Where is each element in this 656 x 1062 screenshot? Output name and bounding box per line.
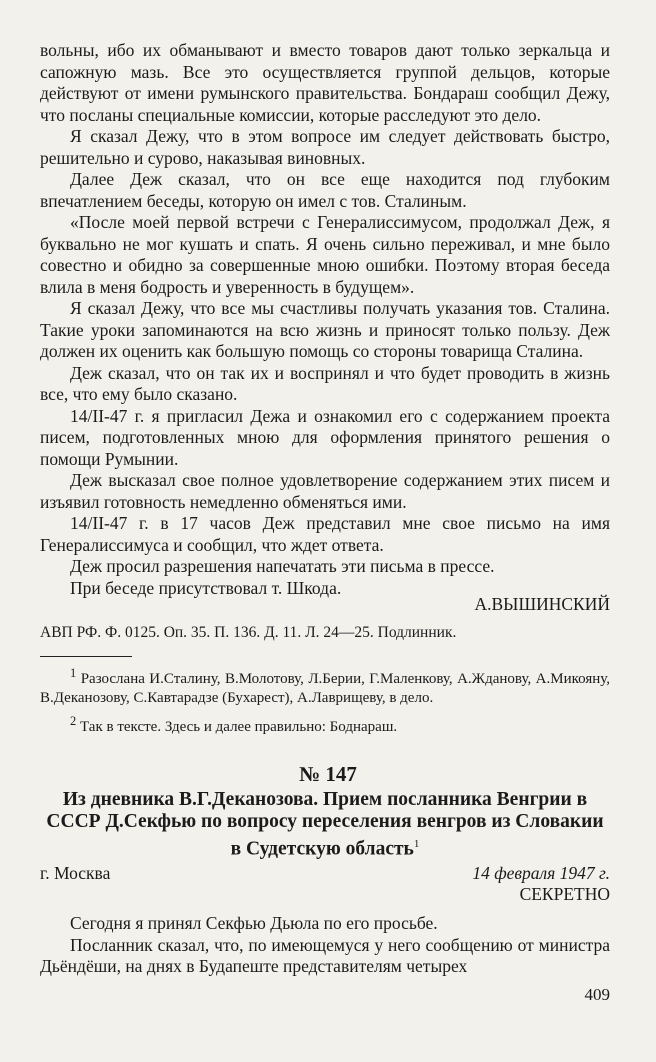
- footnote: [40, 664, 610, 708]
- paragraph: 14/II-47 г. в 17 часов Деж представил мне свое письмо на имя Генералиссимуса и сообщил, что ждет ответа.: [40, 513, 610, 555]
- document-body: [40, 913, 610, 978]
- document-number: № 147: [299, 762, 357, 786]
- footnote-mark: 2: [70, 714, 77, 728]
- classification-stamp: СЕКРЕТНО: [519, 884, 610, 904]
- page-number: 409: [584, 985, 610, 1004]
- footnote: [40, 712, 610, 737]
- paragraph: Деж сказал, что он так их и воспринял и что будет проводить в жизнь все, что ему было сказано.: [40, 362, 610, 404]
- paragraph: Сегодня я принял Секфью Дьюла по его просьбе.: [70, 913, 438, 933]
- footnote-text: Разослана И.Сталину, В.Молотову, Л.Берии, Г.Маленкову, А.Жданову, А.Микояну, В.Деканозову, С.Кавтарадзе (Бухарест), А.Лаврищеву, в дело.: [40, 671, 611, 706]
- paragraph: Я сказал Дежу, что все мы счастливы получать указания тов. Сталина. Такие уроки запоминаются на всю жизнь и приносят только пользу. Деж должен их оценить как большую помощь со стороны товарища Сталина.: [40, 298, 610, 361]
- signature: А.ВЫШИНСКИЙ: [474, 594, 610, 614]
- footnote-mark: 1: [70, 666, 77, 680]
- title-footnote-mark: 1: [413, 838, 420, 850]
- paragraph: Я сказал Дежу, что в этом вопросе им следует действовать быстро, решительно и сурово, наказывая виновных.: [40, 126, 610, 168]
- document-date: 14 февраля 1947 г.: [472, 863, 610, 883]
- main-text: [40, 40, 610, 599]
- paragraph: вольны, ибо их обманывают и вместо товаров дают только зеркальца и сапожную мазь. Все это осуществляется группой дельцов, которые действуют от имени румынского правительства. Бондараш сообщил Дежу, что посланы специальные комиссии, которые расследуют это дело.: [40, 40, 610, 125]
- archive-source: АВП РФ. Ф. 0125. Оп. 35. П. 136. Д. 11. Л. 24—25. Подлинник.: [40, 624, 457, 641]
- paragraph: Далее Деж сказал, что он все еще находится под глубоким впечатлением беседы, которую он имел с тов. Сталиным.: [40, 169, 610, 211]
- footnotes: [40, 664, 610, 737]
- footnote-divider: [40, 656, 132, 657]
- paragraph: При беседе присутствовал т. Шкода.: [70, 577, 342, 598]
- paragraph: 14/II-47 г. я пригласил Дежа и ознакомил его с содержанием проекта писем, подготовленных мною для оформления принятого решения о помощи Румынии.: [40, 405, 610, 469]
- paragraph: Посланник сказал, что, по имеющемуся у него сообщению от министра Дьёндёши, на днях в Будапеште представителям четырех: [40, 934, 610, 976]
- paragraph: «После моей первой встречи с Генералиссимусом, продолжал Деж, я буквально не мог кушать и спать. Я очень сильно переживал, и мне было совестно и обидно за совершенные мною ошибки. Поэтому вторая беседа влила в меня бодрость и уверенность в будущем».: [40, 212, 610, 297]
- document-place: г. Москва: [40, 863, 111, 883]
- paragraph: Деж просил разрешения напечатать эти письма в прессе.: [70, 556, 495, 576]
- paragraph: Деж высказал свое полное удовлетворение содержанием этих писем и изъявил готовность немедленно обменяться ими.: [40, 470, 610, 512]
- document-title-text: Из дневника В.Г.Деканозова. Прием посланника Венгрии в СССР Д.Секфью по вопросу переселения венгров из Словакии в Судетскую область: [46, 789, 604, 860]
- footnote-text: Так в тексте. Здесь и далее правильно: Боднараш.: [80, 719, 398, 735]
- document-title: [40, 789, 610, 861]
